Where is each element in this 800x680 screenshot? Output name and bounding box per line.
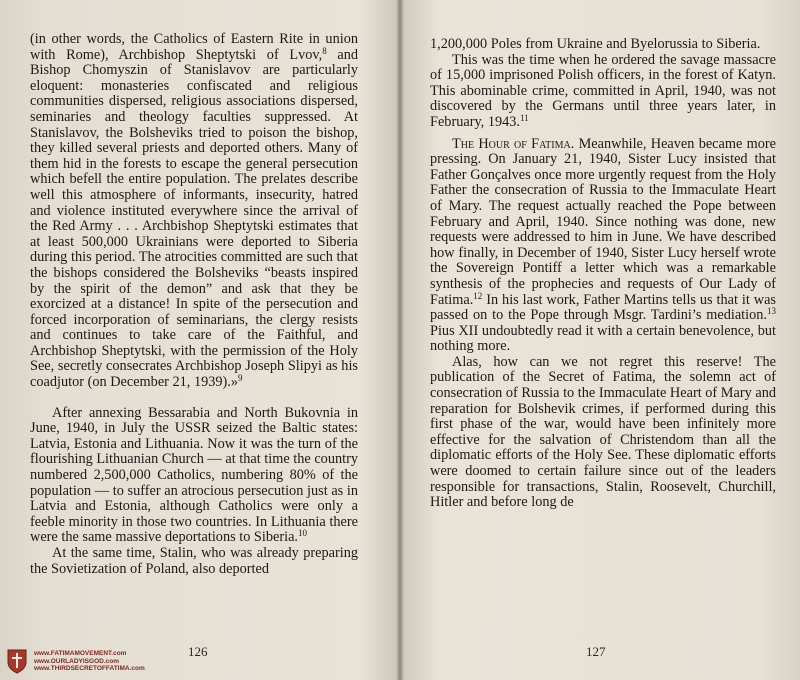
footnote-ref-13: 13 xyxy=(767,306,776,317)
right-page xyxy=(402,0,800,680)
left-page xyxy=(0,0,398,680)
left-page-text xyxy=(30,32,358,577)
left-paragraph-1: (in other words, the Catholics of Eastern Rite in union with Rome), Archbishop Sheptytski of Lvov,$^8$ and Bishop Chomyszin of Stanislavov are particularly eloquent: monasteries confiscated and religious communities dispersed, religious associations dispersed, seminaries and theology faculties suppressed. At Stanislavov, the Bolsheviks tried to poison the bishop, they killed several priests and deported others. Many of them hid in the forests to escape the general persecution which befell the entire population. The prelates describe well this atmosphere of informants, insecurity, hatred and violence instituted everywhere since the arrival of the Red Army . . . Archbishop Sheptytski estimates that at least 500,000 Ukrainians were deported to Siberia during this period. The atrocities committed are such that the bishops considered the Bolsheviks “beasts inspired by the spirit of the demon” and ask that they be exorcized at a distance! In spite of the persecution and forced incorporation of seminarians, the clergy resists and continues to take care of the Faithful, and Archbishop Sheptytski, with the permission of the Holy See, secretly consecrates Archbishop Joseph Slipyi as his coadjutor (on December 21, 1939).»$^9$ xyxy=(30,31,358,391)
page-number-left: 126 xyxy=(188,644,208,659)
footer-links xyxy=(34,650,145,673)
crest-logo-icon xyxy=(6,648,28,674)
right-paragraph-4: Alas, how can we not regret this reserve! The publication of the Secret of Fatima, the solemn act of consecration of Russia to the Immaculate Heart of Mary and reparation for Bolshevik crimes, if performed during this first phase of the war, would have been infinitely more effective for the salvation of Christendom than all the diplomatic efforts of the Holy See. These diplomatic efforts were doomed to certain failure since out of the leaders responsible for transactions, Stalin, Roosevelt, Churchill, Hitler and before long de xyxy=(430,353,776,511)
right-paragraph-1: 1,200,000 Poles from Ukraine and Byelorussia to Siberia. xyxy=(430,36,761,52)
left-paragraph-3: At the same time, Stalin, who was already preparing the Sovietization of Poland, also deported xyxy=(30,545,358,577)
right-paragraph-2: This was the time when he ordered the savage massacre of 15,000 imprisoned Polish officers, in the forest of Katyn. This abominable crime, committed in April, 1940, was not discovered by the Germans until three years later, in February, 1943.11 xyxy=(430,51,776,130)
footnote-ref-9: 9 xyxy=(238,373,243,384)
section-heading: The Hour of Fatima. xyxy=(452,135,575,152)
left-paragraph-2: After annexing Bessarabia and North Bukovnia in June, 1940, in July the USSR seized the Baltic states: Latvia, Estonia and Lithuania. Now it was the turn of the flourishing Lithuanian Church — at that time the country numbered 2,500,000 Catholics, numbering 80% of the population — to suffer an atrocious persecution just as in Latvia and Estonia, although Catholics were only a feeble minority in those two countries. In Lithuania there were the same massive deportations to Siberia.$^{10}$ xyxy=(30,404,358,546)
right-paragraph-3: The Hour of Fatima. Meanwhile, Heaven became more pressing. On January 21, 1940, Sister Lucy insisted that Father Gonçalves once more urgently request from the Holy Father the consecration of Russia to the Immaculate Heart of Mary. The request actually reached the Pope between February and April, 1940. Since nothing was done, new requests were addressed to him in June. We have described how finally, in December of 1940, Sister Lucy herself wrote the Sovereign Pontiff a letter which was a remarkable synthesis of the prophecies and requests of Our Lady of Fatima.$^{12}$ In his last work, Father Martins tells us that it was passed on to the Pope through Msgr. Tardini’s mediation.$^{13}$ Pius XII undoubtedly read it with a certain benevolence, but nothing more. xyxy=(430,135,776,355)
page-number-right: 127 xyxy=(586,644,606,659)
footnote-ref-10: 10 xyxy=(298,528,307,539)
right-page-text xyxy=(430,37,776,511)
footnote-ref-12: 12 xyxy=(473,290,483,301)
footer-link-ourladyisgod[interactable]: www.OURLADYISGOD.com xyxy=(34,657,119,665)
footnote-ref-8: 8 xyxy=(322,45,327,56)
footer-link-thirdsecret[interactable]: www.THIRDSECRETOFFATIMA.com xyxy=(34,665,145,673)
footer-link-fatimamovement[interactable]: www.FATIMAMOVEMENT.com xyxy=(34,650,127,657)
footnote-ref-11: 11 xyxy=(520,112,529,123)
